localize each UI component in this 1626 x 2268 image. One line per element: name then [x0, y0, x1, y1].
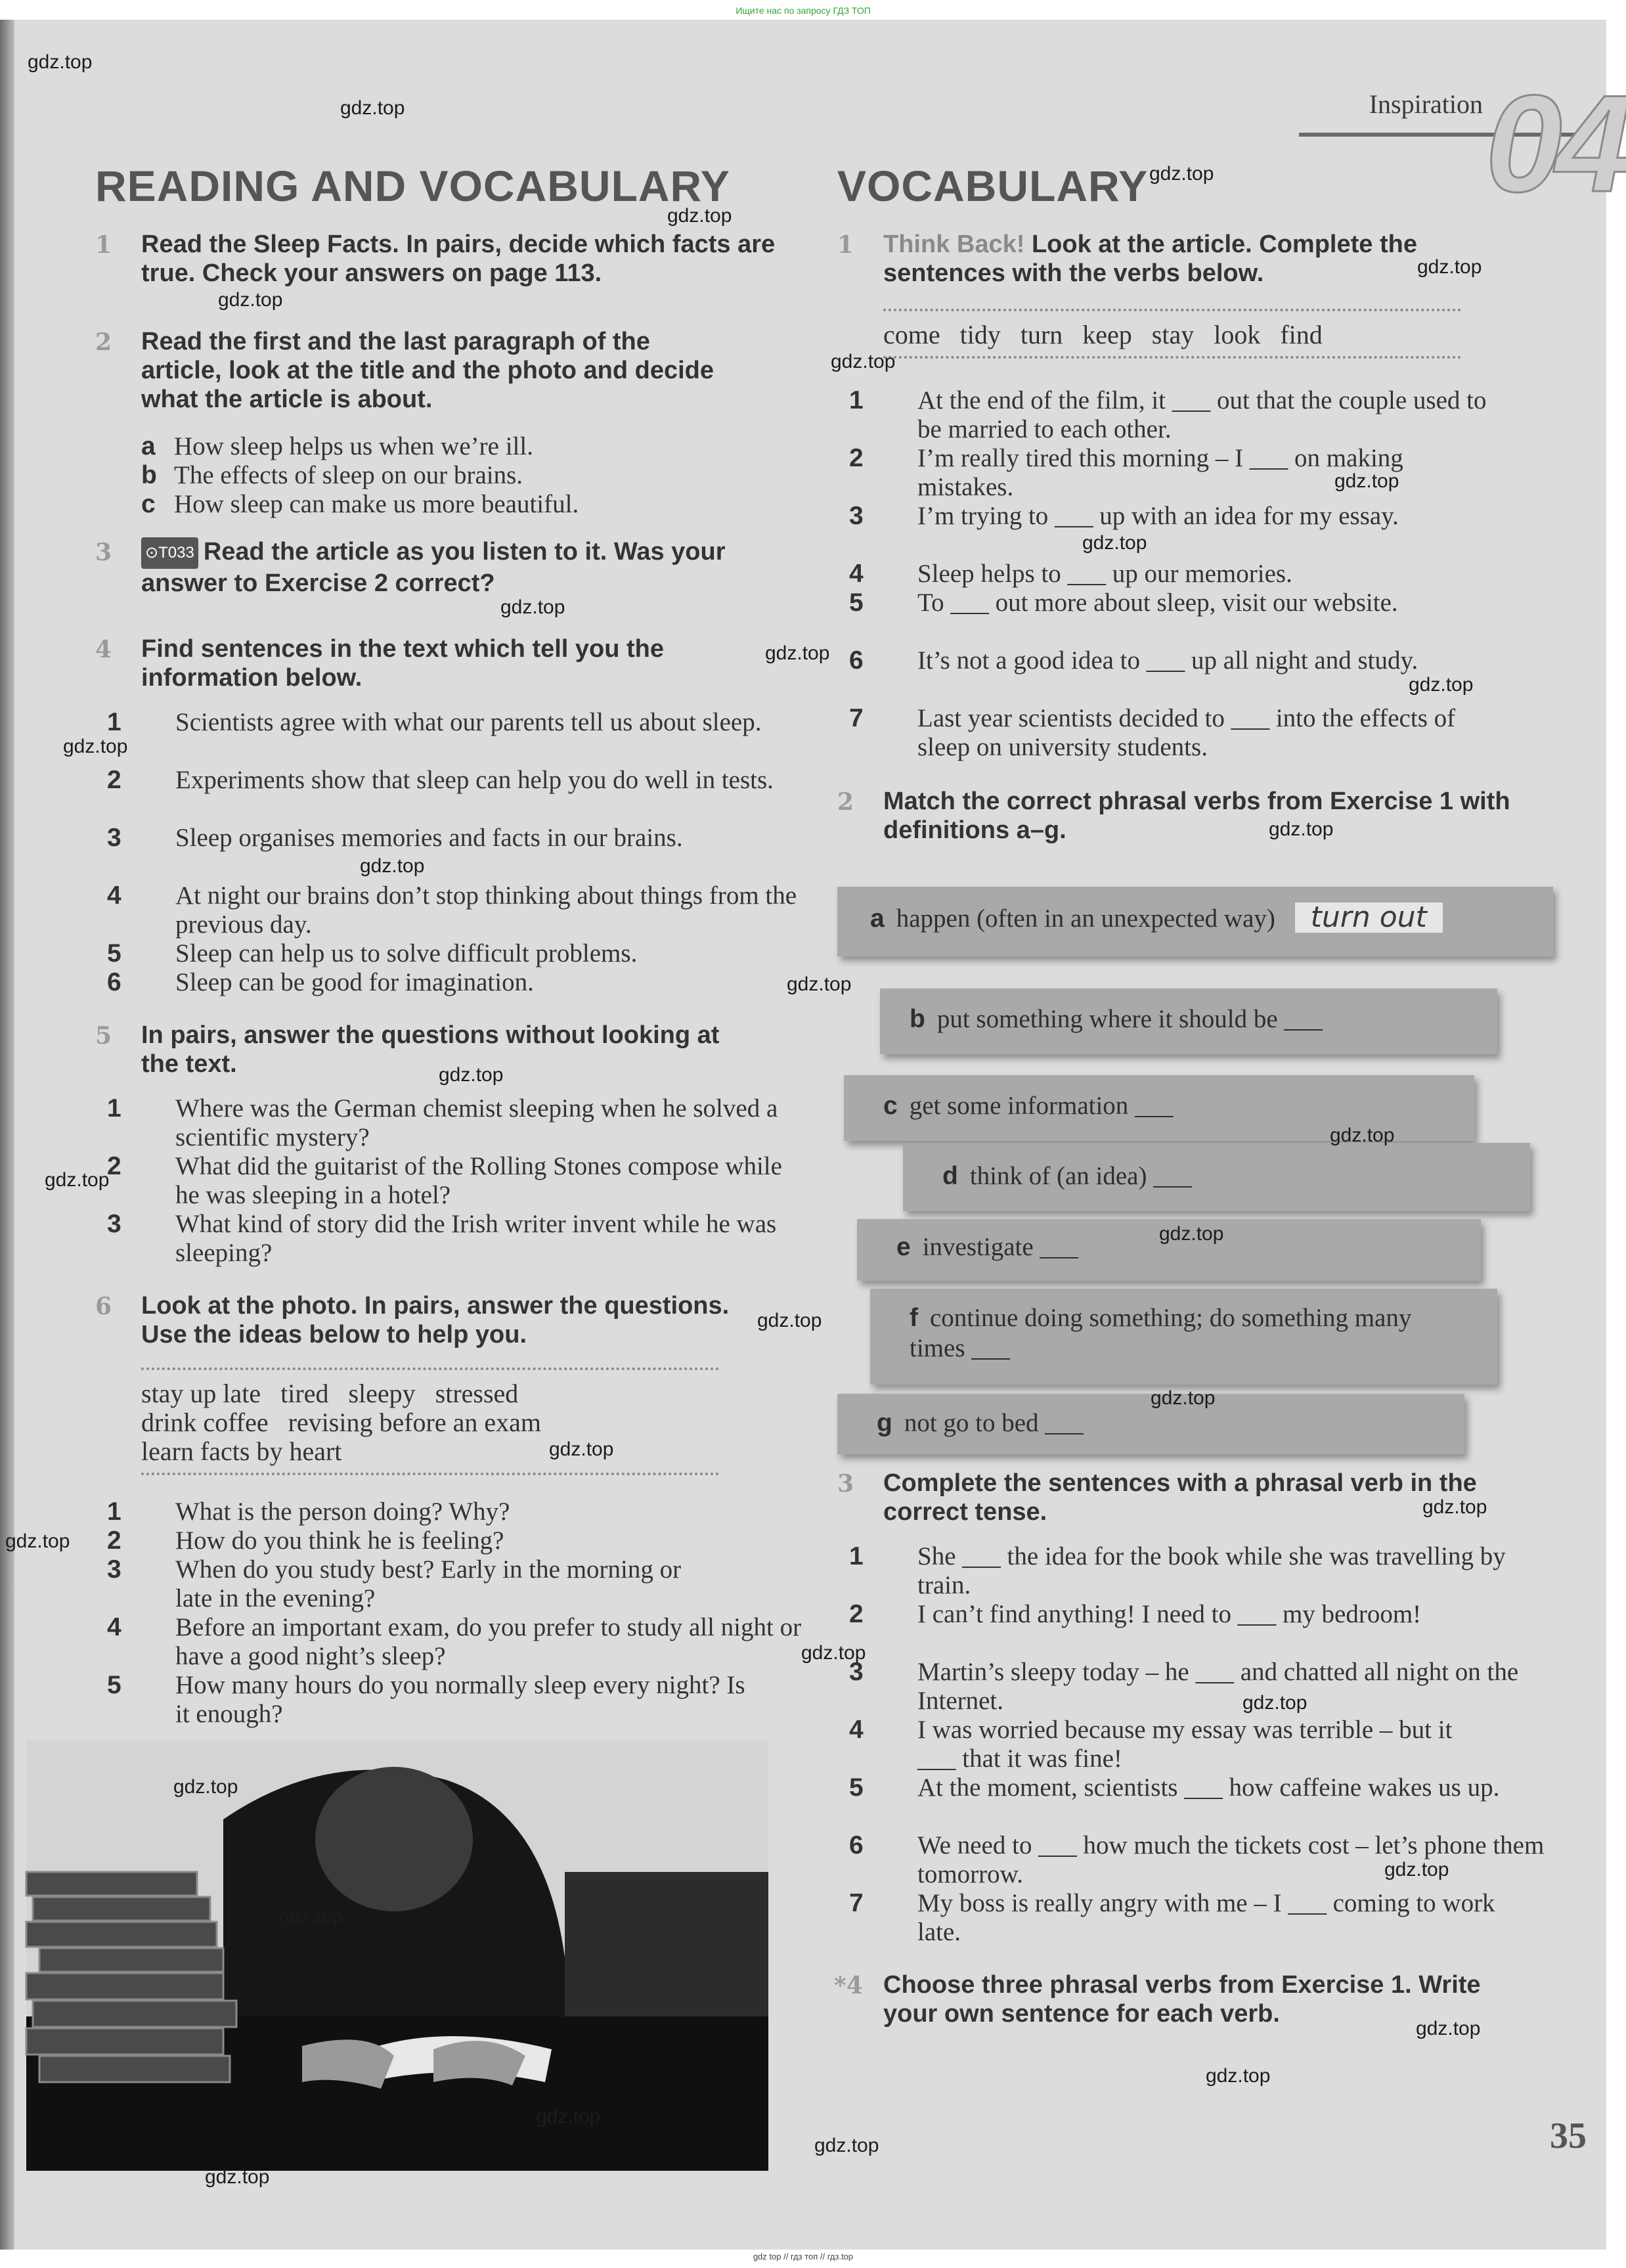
list-item: 1 What is the person doing? Why? — [107, 1498, 510, 1526]
list-item: 4 At night our brains don’t stop thinking about things from the previous day. — [107, 881, 797, 939]
exercise-6-instructions: Look at the photo. In pairs, answer the questions. Use the ideas below to help you. — [141, 1292, 730, 1348]
exercise-number: 6 — [95, 1293, 112, 1320]
list-item: 6 Sleep can be good for imagination. — [107, 968, 534, 996]
watermark: gdz.top — [667, 205, 732, 227]
watermark: gdz.top — [500, 596, 565, 618]
watermark: gdz.top — [340, 97, 405, 119]
watermark: gdz.top — [63, 736, 128, 757]
exercise-number: 1 — [95, 231, 112, 259]
ideas-line: stay up late tired sleepy stressed — [141, 1379, 519, 1408]
watermark: gdz.top — [549, 1438, 614, 1460]
watermark: gdz.top — [787, 973, 852, 995]
exercise-4-instructions: Choose three phrasal verbs from Exercise 1. Write your own sentence for each verb. — [883, 1971, 1481, 2028]
watermark: gdz.top — [28, 51, 93, 73]
list-item: 3 What kind of story did the Irish writer invent while he was sleeping? — [107, 1210, 777, 1267]
watermark: gdz.top — [757, 1310, 822, 1331]
exercise-number: 5 — [95, 1022, 112, 1050]
watermark: gdz.top — [1149, 163, 1214, 185]
definition-strip-a: a happen (often in an unexpected way) turn out — [837, 887, 1553, 956]
watermark: gdz.top — [1416, 2018, 1481, 2039]
definition-strip-b: b put something where it should be ___ — [880, 989, 1497, 1054]
exercise-1-instructions: Read the Sleep Facts. In pairs, decide which facts are true. Check your answers on page 113. — [141, 231, 776, 287]
watermark: gdz.top — [801, 1642, 866, 1664]
watermark: gdz.top — [1151, 1387, 1216, 1409]
watermark: gdz.top — [1269, 818, 1334, 840]
watermark: gdz.top — [45, 1169, 110, 1191]
list-item: 5 Sleep can help us to solve difficult problems. — [107, 939, 638, 967]
list-item: 3 I’m trying to ___ up with an idea for my essay. — [849, 502, 1399, 530]
definition-strip-g: g not go to bed ___ — [837, 1394, 1464, 1454]
list-item: 5 At the moment, scientists ___ how caffeine wakes us up. — [849, 1773, 1500, 1802]
ideas-line: learn facts by heart — [141, 1436, 342, 1466]
list-item: 6 It’s not a good idea to ___ up all night and study. — [849, 646, 1418, 675]
list-item: 5 To ___ out more about sleep, visit our website. — [849, 589, 1398, 617]
exercise-number: 3 — [95, 539, 112, 566]
list-item: 2 What did the guitarist of the Rolling Stones compose while he was sleeping in a hotel? — [107, 1152, 782, 1209]
list-item: 5 How many hours do you normally sleep every night? Is it enough? — [107, 1671, 745, 1728]
option-a: a How sleep helps us when we’re ill. — [141, 432, 533, 460]
bottom-notice: gdz top // гдз топ // гдз.top — [753, 2252, 854, 2261]
watermark: gdz.top — [173, 1776, 238, 1798]
list-item: 2 Experiments show that sleep can help you do well in tests. — [107, 766, 774, 794]
watermark: gdz.top — [831, 351, 896, 372]
watermark: gdz.top — [1409, 674, 1474, 696]
list-item: 1 She ___ the idea for the book while she was travelling by train. — [849, 1542, 1506, 1599]
audio-track-badge[interactable]: ⊙T033 — [141, 537, 198, 569]
watermark: gdz.top — [439, 1064, 504, 1086]
exercise-number: *4 — [834, 1972, 863, 1999]
definition-strip-c: c get some information ___ — [844, 1075, 1474, 1141]
watermark: gdz.top — [765, 642, 830, 664]
watermark: gdz.top — [278, 1906, 343, 1928]
list-item: 3 Martin’s sleepy today – he ___ and chatted all night on the Internet. — [849, 1658, 1519, 1715]
exercise-number: 2 — [95, 328, 112, 356]
definition-strip-e: e investigate ___ — [857, 1219, 1481, 1281]
ideas-line: drink coffee revising before an exam — [141, 1408, 542, 1437]
watermark: gdz.top — [218, 289, 283, 311]
watermark: gdz.top — [1422, 1496, 1487, 1518]
list-item: 3 When do you study best? Early in the morning or late in the evening? — [107, 1555, 682, 1612]
exercise-2-instructions: Read the first and the last paragraph of the article, look at the title and the photo and decide what the article is about. — [141, 328, 714, 413]
page-number: 35 — [1550, 2116, 1587, 2156]
watermark: gdz.top — [814, 2135, 879, 2156]
watermark: gdz.top — [1330, 1124, 1395, 1146]
divider — [883, 356, 1461, 359]
list-item: 6 We need to ___ how much the tickets cost – let’s phone them tomorrow. — [849, 1831, 1545, 1888]
exercise-number: 4 — [95, 636, 112, 663]
exercise-3-instructions: ⊙T033 Read the article as you listen to it. Was your answer to Exercise 2 correct? — [141, 538, 726, 597]
definition-strip-d: d think of (an idea) ___ — [903, 1143, 1530, 1211]
definition-strip-f: f continue doing something; do something many times ___ — [870, 1289, 1497, 1385]
watermark: gdz.top — [1082, 532, 1147, 554]
watermark: gdz.top — [1206, 2065, 1271, 2087]
divider — [141, 1473, 719, 1475]
book-spine — [0, 20, 14, 2250]
verb-list: come tidy turn keep stay look find — [883, 320, 1323, 349]
list-item: 2 How do you think he is feeling? — [107, 1526, 504, 1555]
list-item: 2 I can’t find anything! I need to ___ my bedroom! — [849, 1600, 1422, 1628]
divider — [883, 309, 1461, 311]
watermark: gdz.top — [5, 1530, 70, 1552]
watermark: gdz.top — [1384, 1859, 1449, 1880]
textbook-page — [0, 20, 1626, 2250]
list-item: 4 Before an important exam, do you prefer to study all night or have a good night’s sleep? — [107, 1613, 802, 1670]
list-item: 7 Last year scientists decided to ___ into the effects of sleep on university students. — [849, 704, 1456, 761]
exercise-number: 3 — [837, 1470, 854, 1498]
section-title-vocabulary: VOCABULARY — [837, 162, 1149, 210]
exercise-number: 1 — [837, 231, 854, 259]
watermark: gdz.top — [205, 2166, 270, 2188]
watermark: gdz.top — [1417, 256, 1482, 278]
exercise-3-instructions: Complete the sentences with a phrasal verb in the correct tense. — [883, 1469, 1477, 1526]
exercise-5-instructions: In pairs, answer the questions without looking at the text. — [141, 1021, 720, 1078]
option-b: b The effects of sleep on our brains. — [141, 461, 523, 489]
watermark: gdz.top — [1334, 470, 1399, 492]
list-item: 1 Where was the German chemist sleeping when he solved a scientific mystery? — [107, 1094, 778, 1151]
handwritten-answer: turn out — [1295, 902, 1443, 933]
student-sleeping-photo — [26, 1741, 768, 2171]
watermark: gdz.top — [360, 855, 425, 877]
unit-label: Inspiration — [1369, 89, 1483, 119]
list-item: 1 Scientists agree with what our parents tell us about sleep. — [107, 708, 762, 736]
divider — [141, 1367, 719, 1370]
watermark: gdz.top — [536, 2106, 601, 2127]
list-item: 3 Sleep organises memories and facts in our brains. — [107, 824, 683, 852]
exercise-1-instructions: Think Back! Look at the article. Complete the sentences with the verbs below. — [883, 231, 1417, 287]
option-c: c How sleep can make us more beautiful. — [141, 490, 579, 518]
section-title-reading: READING AND VOCABULARY — [95, 162, 730, 210]
list-item: 7 My boss is really angry with me – I ___ coming to work late. — [849, 1889, 1495, 1946]
list-item: 2 I’m really tired this morning – I ___ on making mistakes. — [849, 444, 1403, 501]
list-item: 4 Sleep helps to ___ up our memories. — [849, 560, 1292, 588]
exercise-number: 2 — [837, 788, 854, 816]
exercise-4-instructions: Find sentences in the text which tell you the information below. — [141, 635, 665, 692]
watermark: gdz.top — [1159, 1223, 1224, 1245]
exercise-2-instructions: Match the correct phrasal verbs from Exercise 1 with definitions a–g. — [883, 788, 1510, 844]
unit-number: 04 — [1485, 66, 1626, 221]
watermark: gdz.top — [1242, 1692, 1307, 1714]
top-notice: Ищите нас по запросу ГДЗ ТОП — [736, 5, 871, 16]
list-item: 4 I was worried because my essay was terrible – but it ___ that it was fine! — [849, 1716, 1453, 1773]
list-item: 1 At the end of the film, it ___ out that the couple used to be married to each other. — [849, 386, 1487, 443]
